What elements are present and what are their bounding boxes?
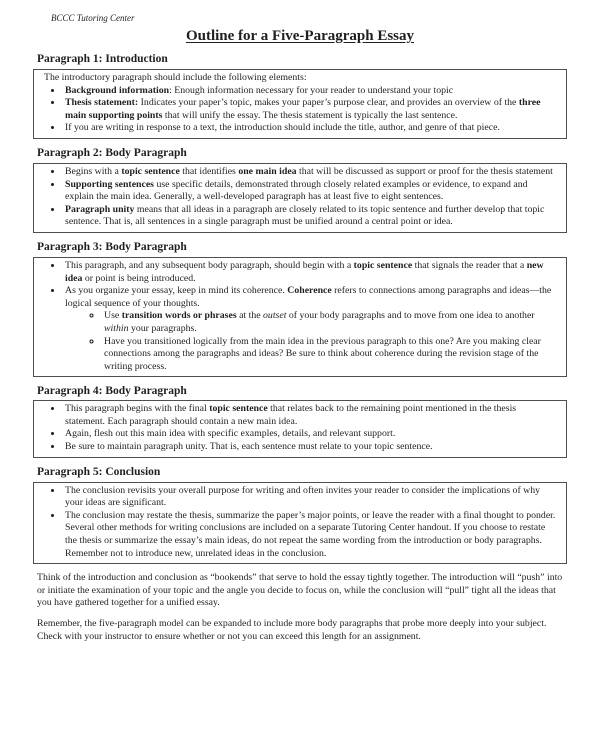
section-paragraph-1 — [33, 53, 567, 139]
bullet-list — [44, 166, 556, 229]
bullet-item: • Background information: Enough information necessary for your reader to understand your topic — [63, 85, 556, 98]
section-box — [33, 163, 567, 233]
section-box — [33, 257, 567, 377]
closing-paragraph-bookends: Think of the introduction and conclusion as “bookends” that serve to hold the essay tightly together. The introduction will “push” into or initiate the examination of your topic and the angle you decide to focus on, while the conclusion will “pull” tight all the ideas that you have gathered together for a unified essay. — [37, 572, 563, 609]
section-heading: Paragraph 2: Body Paragraph — [37, 146, 187, 159]
bullet-item: • Again, flesh out this main idea with specific examples, details, and relevant support. — [63, 428, 556, 441]
bullet-list — [44, 85, 556, 135]
header-label: BCCC Tutoring Center — [51, 13, 135, 23]
page-title: Outline for a Five-Paragraph Essay — [185, 28, 415, 44]
section-heading: Paragraph 5: Conclusion — [37, 465, 161, 478]
bullet-item — [63, 285, 556, 373]
section-box — [33, 69, 567, 139]
bullet-item: • Thesis statement: Indicates your paper’s topic, makes your paper’s purpose clear, and provides an overview of the three main supporting points that will unify the essay. The thesis statement is typically the last sentence. — [63, 97, 556, 122]
bullet-item: • This paragraph, and any subsequent body paragraph, should begin with a topic sentence that signals the reader that a new idea or point is being introduced. — [63, 260, 556, 285]
sub-bullet-list — [65, 310, 556, 373]
bullet-list — [44, 403, 556, 453]
sub-bullet-item: ◦ Have you transitioned logically from the main idea in the previous paragraph to this one? Are you making clear connections among the paragraphs and ideas? Be sure to think about coherence during the revision stage of the writing process. — [102, 336, 556, 374]
bullet-item: • Begins with a topic sentence that identifies one main idea that will be discussed as support or proof for the thesis statement — [63, 166, 556, 179]
bullet-item: • Be sure to maintain paragraph unity. That is, each sentence must relate to your topic sentence. — [63, 441, 556, 454]
bullet-list — [44, 485, 556, 561]
section-box — [33, 400, 567, 457]
bullet-item: • The conclusion may restate the thesis, summarize the paper’s major points, or leave the reader with a final thought to ponder. Several other methods for writing conclusions are included on a separate Tutoring Center handout. If you choose to restate the thesis or summarize the essay’s main ideas, do not repeat the same wording from the introduction or body paragraphs. Remember not to introduce new, unrelated ideas in the conclusion. — [63, 510, 556, 560]
sub-bullet-item: ◦ Use transition words or phrases at the outset of your body paragraphs and to move from one idea to another within your paragraphs. — [102, 310, 556, 335]
bullet-item: • Paragraph unity means that all ideas in a paragraph are closely related to its topic sentence and further develop that topic sentence. That is, all sentences in a single paragraph must be unified around a central point or idea. — [63, 204, 556, 229]
closing-paragraph-expansion: Remember, the five-paragraph model can be expanded to include more body paragraphs that probe more deeply into your subject. Check with your instructor to ensure whether or not you can exceed this length for an assignment. — [37, 618, 547, 642]
bullet-list — [44, 260, 556, 373]
section-box — [33, 482, 567, 565]
section-heading: Paragraph 1: Introduction — [37, 53, 168, 65]
bullet-item: • If you are writing in response to a text, the introduction should include the title, author, and genre of that piece. — [63, 122, 556, 135]
section-heading: Paragraph 3: Body Paragraph — [37, 240, 187, 253]
bullet-item: • Supporting sentences use specific details, demonstrated through closely related examples or evidence, to expand and explain the main idea. Generally, a well-developed paragraph has at least five to eight sentences. — [63, 179, 556, 204]
bullet-item: • The conclusion revisits your overall purpose for writing and often invites your reader to consider the implications of why your ideas are significant. — [63, 485, 556, 510]
section-heading: Paragraph 4: Body Paragraph — [37, 385, 187, 398]
section-paragraph-4 — [33, 385, 567, 457]
section-paragraph-5 — [33, 466, 567, 565]
section-paragraph-2 — [33, 147, 567, 233]
bullet-item: • This paragraph begins with the final topic sentence that relates back to the remaining point mentioned in the thesis statement. Each paragraph should contain a new main idea. — [63, 403, 556, 428]
section-paragraph-3 — [33, 241, 567, 377]
bullet-text: As you organize your essay, keep in mind its coherence. Coherence refers to connections among paragraphs and ideas—the logical sequence of your thoughts. — [65, 285, 552, 309]
box-intro-text: The introductory paragraph should include the following elements: — [44, 72, 307, 83]
